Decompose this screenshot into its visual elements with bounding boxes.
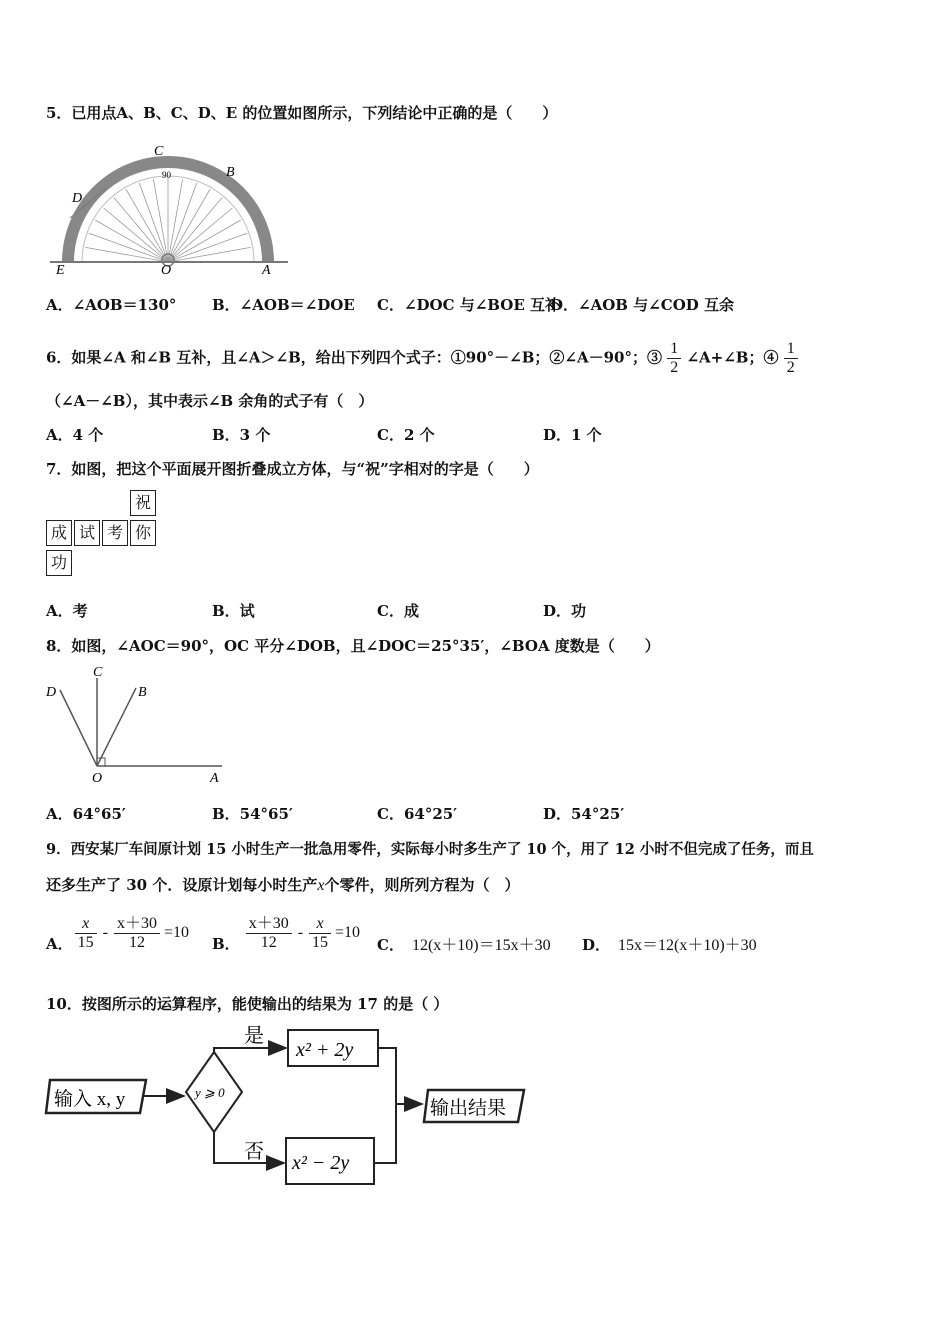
q9-option-c[interactable] <box>377 932 551 955</box>
label-b: B <box>226 165 235 180</box>
q9-c-expr: 12(x＋10)＝15x＋30 <box>411 937 551 954</box>
q5-option-c[interactable]: C．∠DOC 与∠BOE 互补 <box>377 296 560 314</box>
q9-var: x <box>317 877 325 894</box>
label-o: O <box>161 263 172 278</box>
q8-option-d[interactable]: D．54°25′ <box>543 805 625 823</box>
q7-option-c[interactable]: C．成 <box>377 602 419 620</box>
q9-option-a[interactable] <box>46 908 189 958</box>
q9-d-expr: 15x＝12(x＋10)＋30 <box>618 937 757 954</box>
q9-a-label: A． <box>46 934 73 953</box>
q9-d-label: D． <box>582 936 611 954</box>
net-cell-ni: 你 <box>130 520 156 546</box>
net-cell-kao: 考 <box>102 520 128 546</box>
no-label: 否 <box>244 1141 264 1163</box>
q9-line2 <box>46 874 519 895</box>
q9-line1: 9．西安某厂车间原计划 15 小时生产一批急用零件，实际每小时多生产了 10 个，用了 12 小时不但完成了任务，而且 <box>46 841 814 858</box>
condition-label: y ⩾ 0 <box>195 1085 225 1100</box>
q9-c-label: C． <box>377 936 404 954</box>
q6-stem-mid: ∠A+∠B；④ <box>686 348 779 367</box>
q6-option-d[interactable]: D．1 个 <box>543 426 602 444</box>
q9-a-frac2: $\frac{x+30}{12}$ <box>114 915 160 952</box>
q8-stem: 8．如图，∠AOC＝90°，OC 平分∠DOB，且∠DOC＝25°35′，∠BOA 度数是（ ） <box>46 637 660 655</box>
bottom-box-label: x² − 2y <box>292 1152 350 1174</box>
net-cell-shi: 试 <box>74 520 100 546</box>
q6-stem-pre: 6．如果∠A 和∠B 互补，且∠A＞∠B，给出下列四个式子：①90°－∠B；②∠A－90°；③ <box>46 348 662 367</box>
input-label: 输入 x, y <box>54 1089 126 1110</box>
q6-option-a[interactable]: A．4 个 <box>46 426 104 444</box>
q9-line2-post: 个零件，则所列方程为（ ） <box>324 876 520 894</box>
q8-label-d: D <box>46 685 57 700</box>
protractor-figure <box>44 138 294 278</box>
q6-fraction-2: $\frac{1}{2}$ <box>784 340 798 377</box>
q9-a-op: - <box>102 924 108 941</box>
q8-option-a[interactable]: A．64°65′ <box>46 805 126 823</box>
label-d: D <box>72 191 83 206</box>
q10-stem: 10．按图所示的运算程序，能使输出的结果为 17 的是（ ） <box>46 995 449 1013</box>
q8-label-o: O <box>92 771 103 786</box>
net-cell-cheng: 成 <box>46 520 72 546</box>
q9-a-frac1: $\frac{x}{15}$ <box>75 915 97 952</box>
flowchart <box>44 1018 544 1193</box>
q9-b-rhs: =10 <box>335 924 361 941</box>
top-box-label: x² + 2y <box>296 1039 354 1061</box>
q9-option-d[interactable] <box>582 932 757 955</box>
q8-label-b: B <box>138 685 147 700</box>
q9-line2-pre: 还多生产了 30 个．设原计划每小时生产 <box>46 876 318 894</box>
cube-net <box>46 490 166 580</box>
q9-b-frac2: $\frac{x}{15}$ <box>309 915 331 952</box>
q6-option-c[interactable]: C．2 个 <box>377 426 435 444</box>
q7-option-b[interactable]: B．试 <box>212 602 255 620</box>
net-cell-gong: 功 <box>46 550 72 576</box>
q8-option-c[interactable]: C．64°25′ <box>377 805 458 823</box>
q5-option-d[interactable]: D．∠AOB 与∠COD 互余 <box>550 296 734 314</box>
output-label: 输出结果 <box>430 1098 507 1119</box>
q9-b-op: - <box>297 924 304 941</box>
net-cell-zhu: 祝 <box>130 490 156 516</box>
q8-label-c: C <box>93 665 103 680</box>
q9-a-rhs: =10 <box>163 924 190 941</box>
q5-option-a[interactable]: A．∠AOB＝130° <box>46 296 177 314</box>
q6-fraction-1: $\frac{1}{2}$ <box>667 340 681 377</box>
q7-stem: 7．如图，把这个平面展开图折叠成立方体，与“祝”字相对的字是（ ） <box>46 460 539 478</box>
q6-option-b[interactable]: B．3 个 <box>212 426 271 444</box>
label-e: E <box>56 263 65 278</box>
angle-figure <box>44 662 234 788</box>
q7-option-d[interactable]: D．功 <box>543 602 587 620</box>
q9-option-b[interactable] <box>212 908 360 958</box>
q8-option-b[interactable]: B．54°65′ <box>212 805 293 823</box>
q6-stem-line2: （∠A－∠B），其中表示∠B 余角的式子有（ ） <box>46 392 374 410</box>
q5-stem: 5．已用点A、B、C、D、E 的位置如图所示，下列结论中正确的是（ ） <box>46 104 558 122</box>
label-a: A <box>262 263 271 278</box>
label-90: 90 <box>162 170 171 180</box>
q5-option-b[interactable]: B．∠AOB＝∠DOE <box>212 296 355 314</box>
yes-label: 是 <box>244 1025 264 1047</box>
q9-b-label: B． <box>212 934 240 953</box>
q9-b-frac1: $\frac{x+30}{12}$ <box>246 915 292 952</box>
q8-label-a: A <box>210 771 219 786</box>
q7-option-a[interactable]: A．考 <box>46 602 88 620</box>
q6-stem <box>46 340 798 377</box>
label-c: C <box>154 144 164 159</box>
